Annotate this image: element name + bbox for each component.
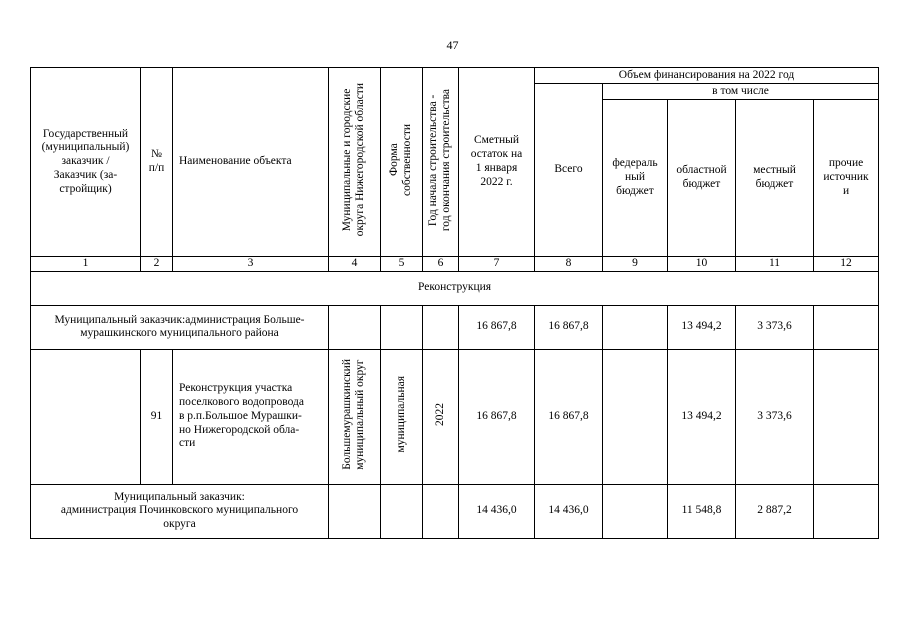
header-years: [423, 68, 459, 257]
header-local: местный бюджет: [736, 100, 814, 257]
row-federal: [603, 349, 668, 484]
row-customer: [31, 349, 141, 484]
header-other: прочие источник и: [814, 100, 879, 257]
row-regional: 13 494,2: [668, 349, 736, 484]
row-customer: Муниципальный заказчик:администрация Больше- мурашкинского муниципального района: [31, 305, 329, 349]
header-customer: Государственный (муниципальный) заказчик / Заказчик (за- стройщик): [31, 68, 141, 257]
header-object-name: Наименование объекта: [173, 68, 329, 257]
row-municipality-text: Большемурашкинский муниципальный округ: [341, 359, 367, 470]
header-regional: областной бюджет: [668, 100, 736, 257]
column-number: 1: [31, 257, 141, 272]
row-balance: 16 867,8: [459, 349, 535, 484]
row-local: 3 373,6: [736, 305, 814, 349]
row-ownership: [381, 305, 423, 349]
row-years: [423, 305, 459, 349]
row-years: [423, 484, 459, 538]
row-local: 2 887,2: [736, 484, 814, 538]
header-municipalities: [329, 68, 381, 257]
section-title: Реконструкция: [31, 271, 879, 305]
header-years-text: Год начала строительства - год окончания строительства: [427, 88, 453, 231]
row-years: [423, 349, 459, 484]
row-regional: 13 494,2: [668, 305, 736, 349]
header-number: № п/п: [141, 68, 173, 257]
header-municipalities-text: Муниципальные и городские округа Нижегородской области: [341, 82, 367, 237]
row-years-text: 2022: [433, 402, 446, 426]
column-number: 12: [814, 257, 879, 272]
row-ownership-text: муниципальная: [394, 376, 407, 453]
row-object-name: Реконструкция участка поселкового водопровода в р.п.Большое Мурашки- но Нижегородской обла- сти: [173, 349, 329, 484]
row-federal: [603, 484, 668, 538]
row-customer: Муниципальный заказчик: администрация Починковского муниципального округа: [31, 484, 329, 538]
header-federal: федераль ный бюджет: [603, 100, 668, 257]
column-number: 6: [423, 257, 459, 272]
row-federal: [603, 305, 668, 349]
row-number: 91: [141, 349, 173, 484]
row-ownership: [381, 349, 423, 484]
column-number: 10: [668, 257, 736, 272]
row-total: 16 867,8: [535, 305, 603, 349]
row-balance: 16 867,8: [459, 305, 535, 349]
row-balance: 14 436,0: [459, 484, 535, 538]
row-other: [814, 484, 879, 538]
header-ownership-text: Форма собственности: [388, 123, 414, 196]
row-other: [814, 305, 879, 349]
header-funding-volume: Объем финансирования на 2022 год: [535, 68, 879, 84]
table-row: [31, 484, 879, 538]
header-total: Всего: [535, 84, 603, 257]
row-ownership: [381, 484, 423, 538]
header-estimated-balance: Сметный остаток на 1 января 2022 г.: [459, 68, 535, 257]
column-numbers-row: [31, 257, 879, 272]
column-number: 11: [736, 257, 814, 272]
page-number: 47: [446, 38, 459, 52]
row-municipality: [329, 305, 381, 349]
column-number: 5: [381, 257, 423, 272]
header-including: в том числе: [603, 84, 879, 100]
column-number: 7: [459, 257, 535, 272]
row-total: 16 867,8: [535, 349, 603, 484]
column-number: 8: [535, 257, 603, 272]
row-municipality: [329, 484, 381, 538]
column-number: 4: [329, 257, 381, 272]
column-number: 2: [141, 257, 173, 272]
column-number: 9: [603, 257, 668, 272]
row-other: [814, 349, 879, 484]
row-local: 3 373,6: [736, 349, 814, 484]
financing-table: [30, 67, 879, 539]
row-regional: 11 548,8: [668, 484, 736, 538]
row-municipality: [329, 349, 381, 484]
row-total: 14 436,0: [535, 484, 603, 538]
column-number: 3: [173, 257, 329, 272]
header-ownership: [381, 68, 423, 257]
table-row: [31, 349, 879, 484]
table-row: [31, 305, 879, 349]
